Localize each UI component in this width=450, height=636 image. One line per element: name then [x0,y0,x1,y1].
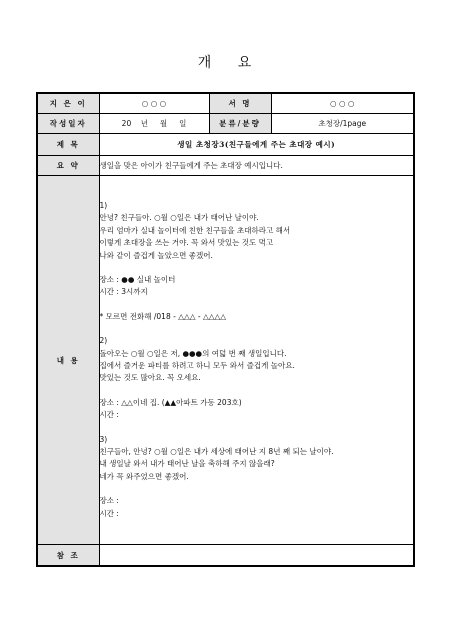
content-sections [100,200,414,520]
summary-row [37,156,414,176]
content-line: 나와 같이 즐겁게 놀았으면 좋겠어. [99,250,213,260]
category-value: 초청장/1page [271,114,414,134]
content-line: 시간 : [99,410,119,420]
content-line: 시간 : [99,508,119,518]
content-line: 장소 : △△이네 집. (▲▲아파트 가동 203호) [99,397,242,407]
content-label: 내 용 [37,176,99,545]
content-section [100,311,414,323]
section-gap [100,262,414,274]
content-section [100,397,414,422]
author-label: 지 은 이 [37,93,99,114]
summary-label: 요 약 [37,156,99,176]
content-line: 장소 : ●● 실내 놀이터 [99,274,176,284]
author-row [37,93,414,114]
summary-value: 생일을 맞은 아이가 친구들에게 주는 초대장 예시입니다. [99,156,414,176]
page-title-char-1: 개 [197,55,213,71]
author-value: ○ ○ ○ [99,93,209,114]
content-line: 친구들아, 안녕? ○월 ○일은 내가 세상에 태어난 지 8년 째 되는 날이야. [99,447,334,457]
content-section [100,335,414,385]
signature-label: 서 명 [209,93,271,114]
content-row [37,176,414,545]
reference-row [37,545,414,567]
subject-row [37,134,414,156]
section-gap [100,483,414,495]
content-line: 돌아오는 ○월 ○일은 저, ●●●의 여덟 번 째 생일입니다. [99,348,287,358]
content-line: 1) [99,200,108,210]
page-title-char-2: 요 [237,55,253,71]
page-title [0,52,450,72]
subject-label: 제 목 [37,134,99,156]
content-line: 맛있는 것도 많아요. 꼭 오세요. [99,373,201,383]
content-line: * 모르면 전화해 /018 - △△△ - △△△△ [99,311,227,321]
content-line: 장소 : [99,496,119,506]
content-section [100,200,414,262]
content-line: 3) [99,434,108,444]
content-line: 2) [99,336,108,346]
content-line: 집에서 즐거운 파티를 하려고 하니 모두 와서 즐겁게 놀아요. [99,361,295,370]
content-section [100,495,414,520]
reference-value [99,545,414,567]
reference-label: 참 조 [37,545,99,567]
date-value: 20 년 월 일 [99,114,209,134]
category-label: 분류/분량 [209,114,271,134]
date-row [37,114,414,134]
content-line: 안녕? 친구들아. ○월 ○일은 내가 태어난 날이야. [99,213,259,223]
overview-form-table [36,92,415,567]
content-line: 시간 : 3시까지 [99,287,148,297]
section-gap [100,323,414,335]
section-gap [100,299,414,311]
content-section [100,274,414,299]
section-gap [100,422,414,434]
date-label: 작성일자 [37,114,99,134]
content-line: 우리 엄마가 실내 놀이터에 친한 친구들을 초대하라고 해서 [99,225,291,235]
content-line: 이렇게 초대장을 쓰는 거야. 꼭 와서 맛있는 것도 먹고 [99,238,274,248]
content-line: 내 생일날 와서 내가 태어난 날을 축하해 주지 않을래? [99,459,275,469]
section-gap [100,385,414,397]
signature-value: ○ ○ ○ [271,93,414,114]
content-section [100,434,414,484]
content-body [99,176,414,545]
subject-value: 생일 초청장3(친구들에게 주는 초대장 예시) [99,134,414,156]
content-line: 네가 꼭 와주었으면 좋겠어. [99,471,189,481]
